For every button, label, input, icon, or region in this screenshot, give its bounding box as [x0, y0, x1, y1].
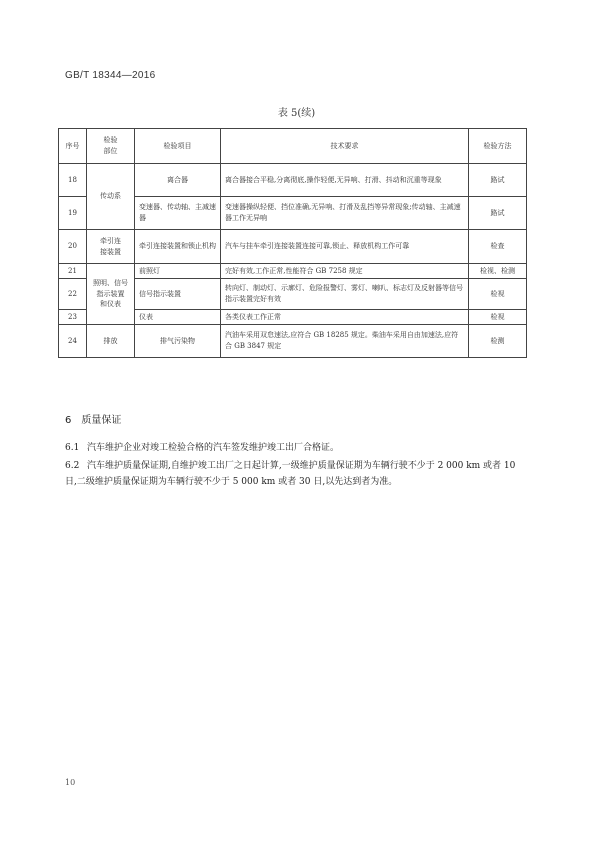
row-item: 离合器 — [135, 164, 221, 197]
section-number: 6 — [65, 415, 72, 426]
header-seq: 序号 — [59, 129, 87, 164]
table-row — [59, 164, 527, 197]
row-requirement: 汽油车采用双怠速法,应符合 GB 18285 规定。柴油车采用自由加速法,应符合 GB 3847 规定 — [221, 325, 469, 358]
row-method: 检查 — [469, 230, 527, 264]
table-caption: 表 5(续) — [277, 108, 316, 119]
row-requirement: 变速器操纵轻便、挡位准确,无异响、打滑及乱挡等异常现象;传动轴、主减速器工作无异响 — [221, 197, 469, 230]
row-seq: 21 — [59, 264, 87, 279]
paragraph-number: 6.2 — [65, 461, 80, 471]
row-method: 检视 — [469, 279, 527, 310]
paragraph-6-2 — [65, 458, 525, 490]
row-requirement: 离合器接合平稳,分离彻底,操作轻便,无异响、打滑、抖动和沉重等现象 — [221, 164, 469, 197]
row-requirement: 转向灯、制动灯、示廓灯、危险报警灯、雾灯、喇叭、标志灯及反射器等信号指示装置完好有效 — [221, 279, 469, 310]
paragraph-text: 汽车维护企业对竣工检验合格的汽车签发维护竣工出厂合格证。 — [87, 443, 340, 453]
row-item: 牵引连接装置和锁止机构 — [135, 230, 221, 264]
header-method: 检验方法 — [469, 129, 527, 164]
row-seq: 24 — [59, 325, 87, 358]
row-method: 路试 — [469, 164, 527, 197]
section-heading — [65, 411, 121, 426]
section-title: 质量保证 — [81, 415, 122, 426]
group-drive: 传动系 — [87, 164, 135, 230]
row-requirement: 完好有效,工作正常,性能符合 GB 7258 规定 — [221, 264, 469, 279]
row-item: 排气污染物 — [135, 325, 221, 358]
table-row — [59, 230, 527, 264]
row-method: 检视、检测 — [469, 264, 527, 279]
standard-code: GB/T 18344—2016 — [65, 70, 156, 81]
row-requirement: 汽车与挂车牵引连接装置连接可靠,锁止、释放机构工作可靠 — [221, 230, 469, 264]
header-requirement: 技术要求 — [221, 129, 469, 164]
row-method: 检视 — [469, 310, 527, 325]
row-seq: 22 — [59, 279, 87, 310]
row-item: 前照灯 — [135, 264, 221, 279]
header-item: 检验项目 — [135, 129, 221, 164]
row-requirement: 各类仪表工作正常 — [221, 310, 469, 325]
group-lights: 照明、信号 指示装置 和仪表 — [87, 264, 135, 325]
table-row — [59, 264, 527, 279]
paragraph-6-1 — [65, 440, 525, 456]
row-method: 路试 — [469, 197, 527, 230]
header-category: 检验 部位 — [87, 129, 135, 164]
row-item: 信号指示装置 — [135, 279, 221, 310]
row-seq: 23 — [59, 310, 87, 325]
row-seq: 20 — [59, 230, 87, 264]
table-header-row — [59, 129, 527, 164]
row-seq: 19 — [59, 197, 87, 230]
paragraph-number: 6.1 — [65, 443, 80, 453]
row-item: 仪表 — [135, 310, 221, 325]
inspection-table — [58, 128, 527, 358]
row-method: 检测 — [469, 325, 527, 358]
row-item: 变速器、传动轴、主减速器 — [135, 197, 221, 230]
table-row — [59, 325, 527, 358]
page-number: 10 — [65, 778, 76, 787]
group-exhaust: 排放 — [87, 325, 135, 358]
row-seq: 18 — [59, 164, 87, 197]
group-hitch: 牵引连 接装置 — [87, 230, 135, 264]
paragraph-text: 汽车维护质量保证期,自维护竣工出厂之日起计算,一级维护质量保证期为车辆行驶不少于 2 000 km 或者 10 日,二级维护质量保证期为车辆行驶不少于 5 000 km 或者 30 日,以先达到者为准。 — [65, 461, 516, 487]
